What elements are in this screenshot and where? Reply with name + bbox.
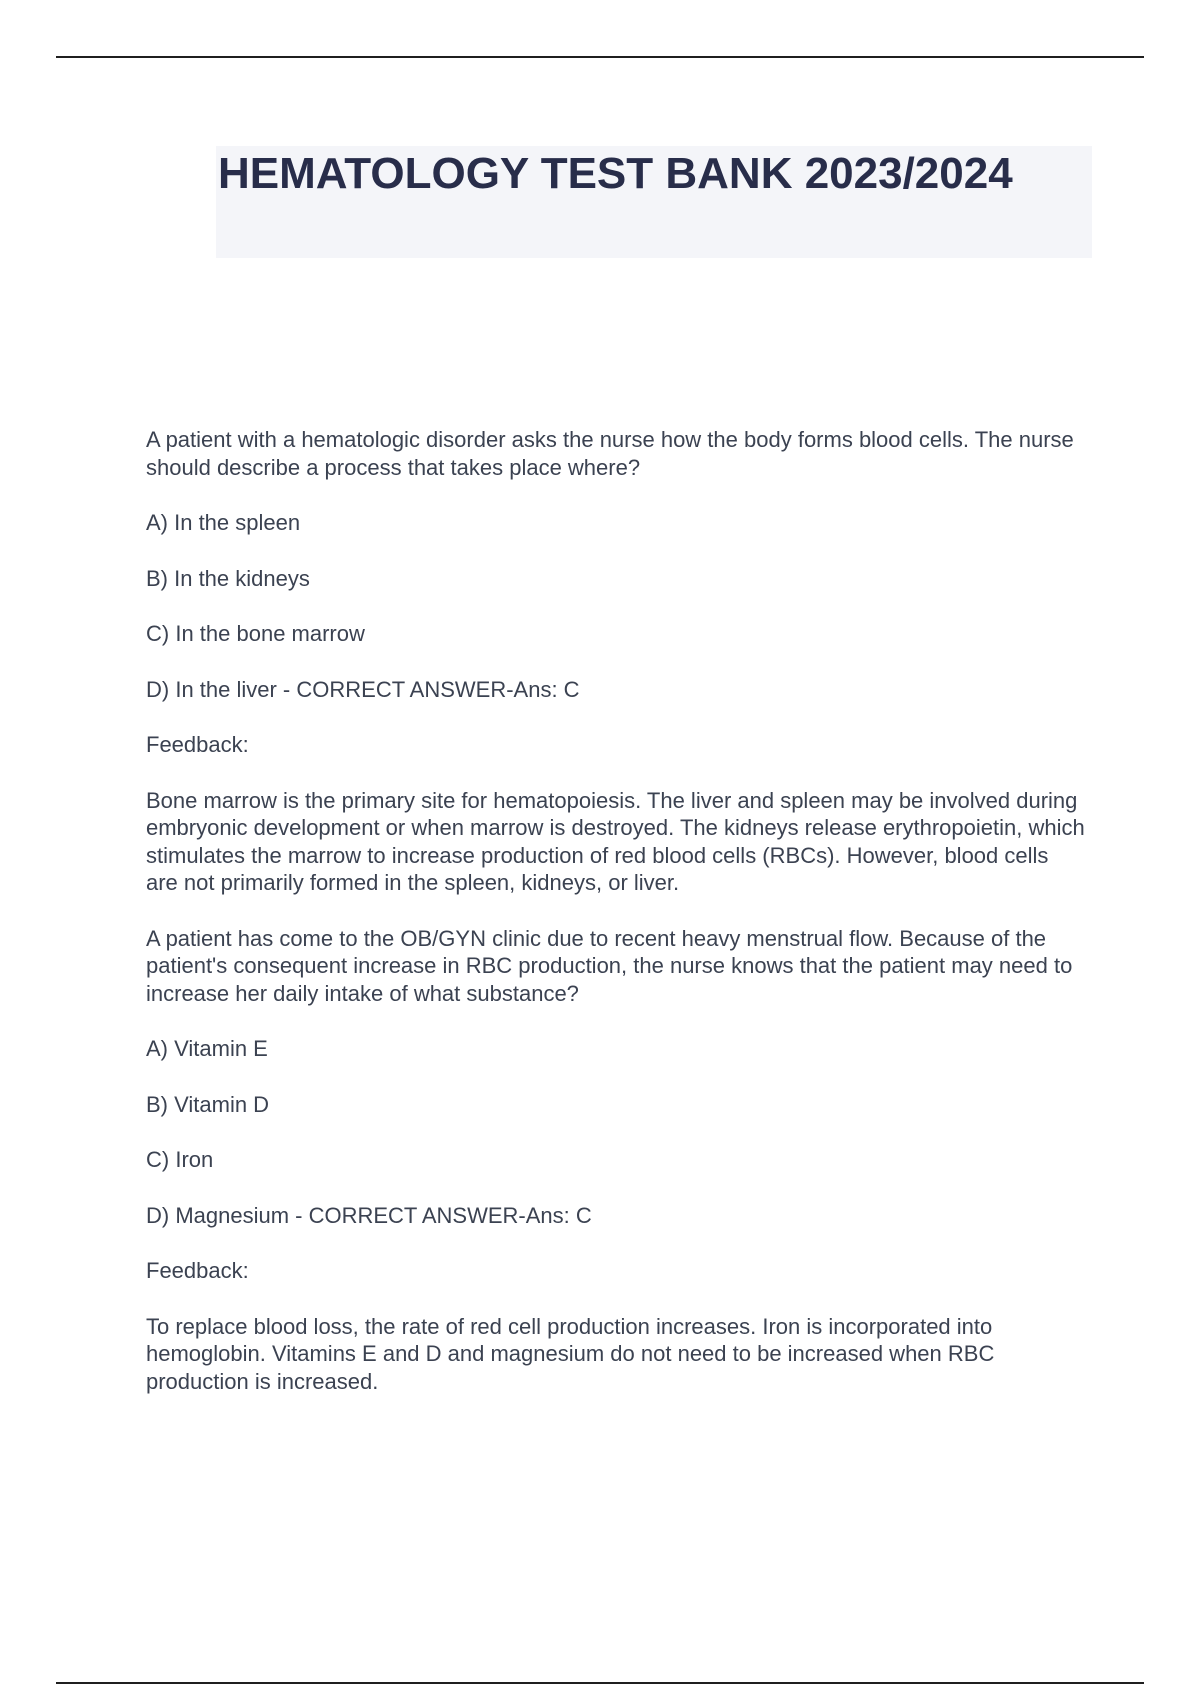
question-2-option-d-answer: D) Magnesium - CORRECT ANSWER-Ans: C <box>146 1202 592 1228</box>
question-1-feedback-text: Bone marrow is the primary site for hematopoiesis. The liver and spleen may be involved during embryonic development or when marrow is destroyed. The kidneys release erythropoietin, which stimulates the marrow to increase production of red blood cells (RBCs). However, blood cells are not primarily formed in the spleen, kidneys, or liver. <box>146 787 1085 895</box>
top-rule <box>56 56 1144 58</box>
question-2-option-a: A) Vitamin E <box>146 1036 268 1061</box>
question-2-feedback-label: Feedback: <box>146 1258 249 1283</box>
question-1-option-a: A) In the spleen <box>146 510 301 535</box>
question-1-option-c: C) In the bone marrow <box>146 621 365 646</box>
question-1-feedback-label: Feedback: <box>146 732 249 757</box>
question-1-text: A patient with a hematologic disorder asks the nurse how the body forms blood cells. The nurse should describe a process that takes place where? <box>146 427 1074 480</box>
document-title: HEMATOLOGY TEST BANK 2023/2024 <box>218 149 1013 198</box>
question-2-text: A patient has come to the OB/GYN clinic due to recent heavy menstrual flow. Because of the patient's consequent increase in RBC production, the nurse knows that the patient may need to increase her daily intake of what substance? <box>146 925 1073 1006</box>
bottom-rule <box>56 1682 1144 1684</box>
question-1-option-d-answer: D) In the liver - CORRECT ANSWER-Ans: C <box>146 676 580 702</box>
question-2-option-c: C) Iron <box>146 1147 214 1172</box>
question-2-feedback-text: To replace blood loss, the rate of red cell production increases. Iron is incorporated into hemoglobin. Vitamins E and D and magnesium do not need to be increased when RBC production is increased. <box>146 1313 995 1394</box>
question-1-option-b: B) In the kidneys <box>146 565 310 591</box>
question-2-option-b: B) Vitamin D <box>146 1091 270 1117</box>
document-body <box>146 426 1086 1395</box>
